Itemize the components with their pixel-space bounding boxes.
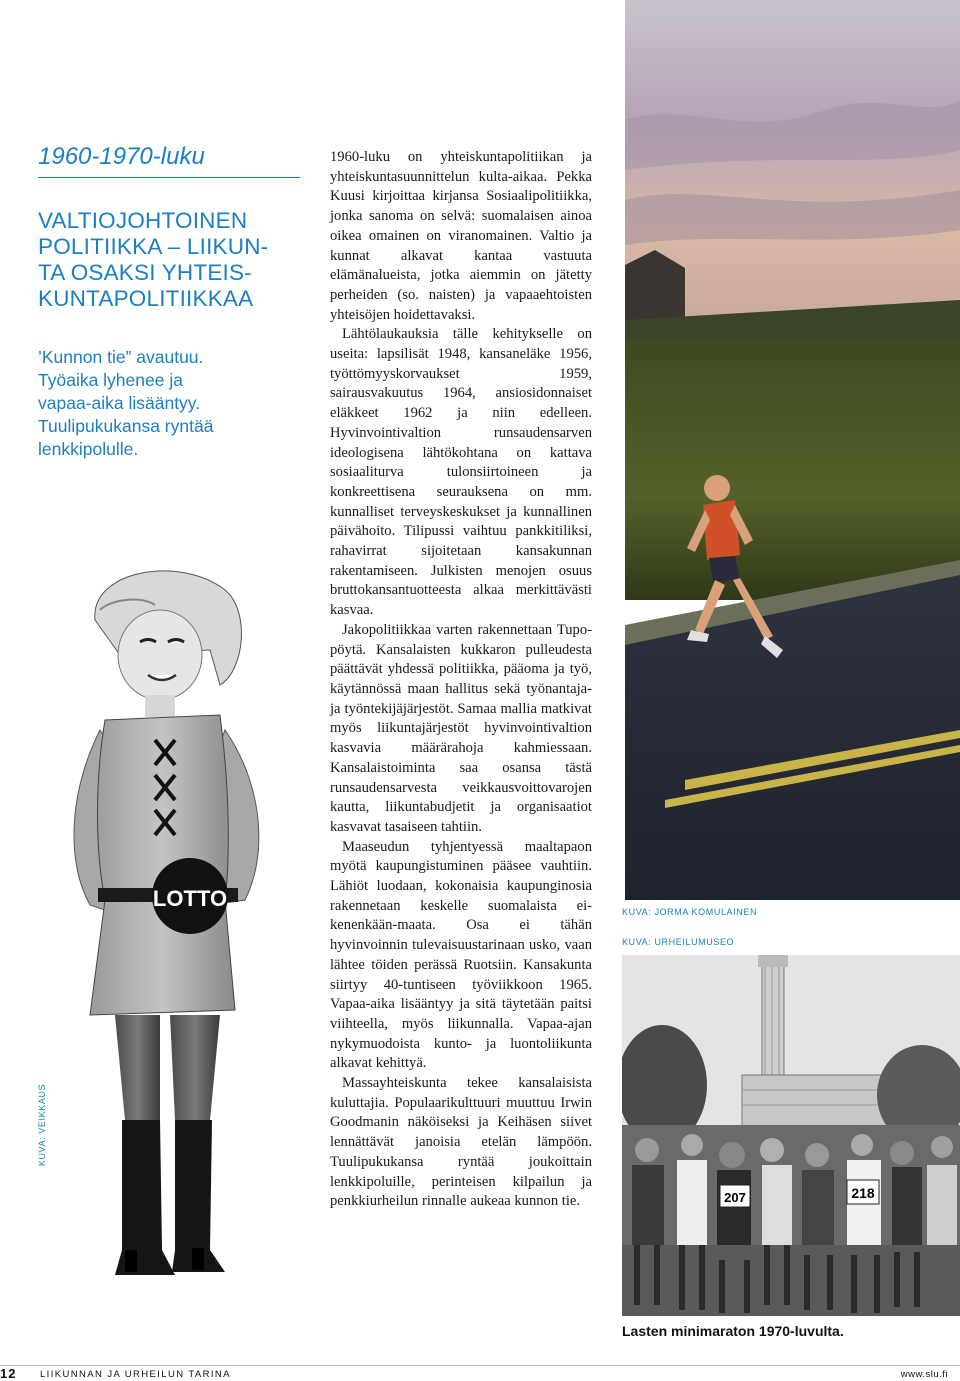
footer-url-link[interactable]: www.slu.fi [900, 1369, 948, 1380]
body-paragraph: Massayhteiskunta tekee kansalaisista kuluttajia. Populaarikulttuuri muuttuu Irwin Goodmanin näköiseksi ja Keihäsen siivet lennättävät janoisia etelän lämpöön. Tuulipukukansa ryntää joukoittain lenkkipoluille, perinteisen kilpailun ja penkkiurheilun rinnalle aukeaa kunnon tie. [330, 1075, 592, 1210]
section-headline [38, 208, 308, 312]
headline-line: TA OSAKSI YHTEIS- [38, 260, 252, 285]
body-paragraph: 1960-luku on yhteiskuntapolitiikan ja yhteiskuntasuunnittelun kulta-aikaa. Pekka Kuusi kirjoittaa kirjansa Sosiaalipolitiikka, jonka sanoma on selvä: suomalaisen ainoa oikea omainen on viranomainen. Valtio ja kunnat alkavat kantaa vastuuta elämänalueista, jotka aiemmin on jätetty perheiden (so. naisten) ja vapaaehtoisten yhteisöjen hoidettavaksi. [330, 149, 592, 323]
footer-publication-title: LIIKUNNAN JA URHEILUN TARINA [40, 1369, 231, 1380]
section-era-title: 1960-1970-luku [38, 143, 300, 178]
headline-line: VALTIOJOHTOINEN [38, 208, 248, 233]
subhead-line: Tuulipukukansa ryntää [38, 416, 214, 436]
body-paragraph: Lähtölaukauksia tälle kehitykselle on useita: lapsilisät 1948, kansaneläke 1956, työttömyyskorvaukset 1959, sairausvakuutus 1964, ansiosidonnaiset eläkkeet 1962 ja niin edelleen. Hyvinvointivaltion runsaudensarven ideologisena lähtökohtana on kattava sosiaaliturva tulonsiirtoineen ja konkreettisena seurauksena on mm. kunnalliset terveyskeskukset ja kunnallinen päivähoito. Tilipussi vaihtuu pankkitiliksi, rahavirrat sijoitetaan kansakunnan rakentamiseen. Julkisten menojen osuus bruttokansantuotteesta alkaa merkittävästi kasvaa. [330, 326, 592, 619]
subhead-line: Työaika lyhenee ja [38, 370, 183, 390]
photo-credit-museum: KUVA: URHEILUMUSEO [622, 937, 735, 947]
headline-line: POLITIIKKA – LIIKUN- [38, 234, 269, 259]
section-subhead [38, 346, 298, 461]
article-body [330, 148, 592, 1212]
kids-marathon-photo [622, 955, 960, 1316]
subhead-line: lenkkipolulle. [38, 439, 139, 459]
body-paragraph: Jakopolitiikkaa varten rakennettaan Tupo-pöytä. Kansalaisten kukkaron pulleudesta päättävät yhdessä politiikka, pääoma ja työ, käytännössä maan hallitus sekä työnantaja- ja työntekijäjärjestöt. Samaa mallia matkivat myös liikuntajärjestöt hyvinvointivaltion kasvavia määrärahoja kahmiessaan. Kansalaistoiminta saa osansa tästä runsaudensarvesta veikkausvoittovarojen kautta, liikuntabudjetit ja organisaatiot kasvavat tasaiseen tahtiin. [330, 621, 592, 835]
page-number: 12 [0, 1366, 17, 1381]
photo-caption: Lasten minimaraton 1970-luvulta. [622, 1323, 844, 1339]
headline-line: KUNTAPOLITIIKKAA [38, 286, 254, 311]
photo-credit-veikkaus: KUVA: VEIKKAUS [37, 1083, 47, 1167]
footer-divider [0, 1365, 960, 1366]
bib-number: 207 [724, 1190, 746, 1205]
body-paragraph: Maaseudun tyhjentyessä maaltapaon myötä kaupungistuminen pääsee vauhtiin. Lähiöt luodaan, kokonaisia kaupunginosia rakennetaan keskelle suomalaista ei-kenenkään-maata. Osa ei tähän hyvinvoinnin tulevaisuustarinaan usko, vaan lähtee töiden perässä Ruotsiin. Kansakunta siirtyy 40-tuntiseen työviikkoon 1965. Vapaa-aika lisääntyy ja sitä täytetään paitsi viihteella, myös liikunnalla. Vapaa-ajan nykymuodoista kunto- ja luontoliikunta alkavat kehittyä. [330, 838, 592, 1072]
subhead-line: ’Kunnon tie” avautuu. [38, 347, 204, 367]
subhead-line: vapaa-aika lisääntyy. [38, 393, 201, 413]
lotto-badge-text: LOTTO [152, 886, 228, 911]
photo-credit-runner: KUVA: JORMA KOMULAINEN [622, 907, 758, 917]
lotto-woman-photo [60, 560, 320, 1280]
runner-road-photo [625, 0, 960, 900]
bib-number: 218 [851, 1185, 875, 1201]
